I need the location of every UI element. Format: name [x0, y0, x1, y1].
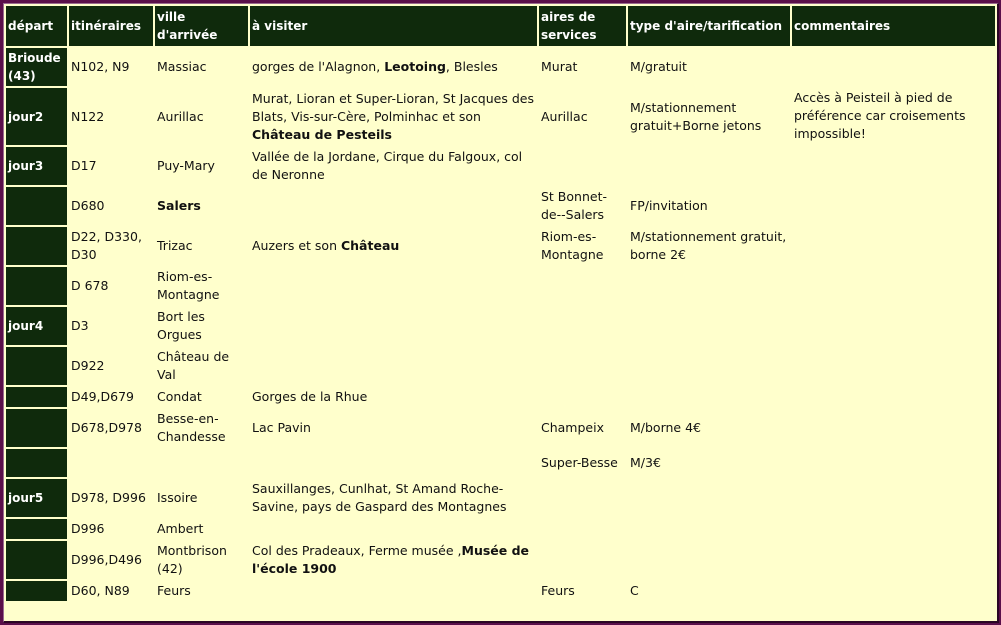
- cell-type-aire: M/gratuit: [628, 48, 790, 86]
- cell-ville: Bort les Orgues: [155, 307, 248, 345]
- cell-type-aire: [628, 347, 790, 385]
- cell-type-aire: [628, 541, 790, 579]
- cell-a-visiter: [250, 347, 537, 385]
- cell-commentaires: [792, 187, 995, 225]
- cell-commentaires: [792, 581, 995, 601]
- cell-a-visiter: [250, 187, 537, 225]
- cell-type-aire: [628, 519, 790, 539]
- cell-ville: Condat: [155, 387, 248, 407]
- cell-a-visiter: [250, 581, 537, 601]
- cell-commentaires: [792, 479, 995, 517]
- table-row: [6, 48, 995, 86]
- visit-highlight: Leotoing: [384, 59, 446, 74]
- cell-aire-services: [539, 267, 626, 305]
- cell-depart: [6, 519, 67, 539]
- cell-itineraire: D49,D679: [69, 387, 153, 407]
- table-row: [6, 479, 995, 517]
- cell-itineraire: D680: [69, 187, 153, 225]
- visit-text: gorges de l'Alagnon,: [252, 59, 385, 74]
- cell-aire-services: [539, 147, 626, 185]
- cell-commentaires: [792, 387, 995, 407]
- cell-a-visiter: [250, 48, 537, 86]
- table-row: [6, 187, 995, 225]
- header-depart: départ: [6, 6, 67, 46]
- cell-aire-services: [539, 541, 626, 579]
- cell-commentaires: [792, 48, 995, 86]
- cell-depart: [6, 581, 67, 601]
- cell-depart: jour5: [6, 479, 67, 517]
- cell-a-visiter: [250, 267, 537, 305]
- cell-commentaires: [792, 267, 995, 305]
- cell-aire-services: [539, 307, 626, 345]
- page-frame: [3, 3, 999, 623]
- header-ville-arrivee: ville d'arrivée: [155, 6, 248, 46]
- cell-ville: Issoire: [155, 479, 248, 517]
- cell-itineraire: N122: [69, 88, 153, 145]
- cell-aire-services: St Bonnet-de--Salers: [539, 187, 626, 225]
- visit-highlight: Musée de l'école 1900: [252, 543, 530, 576]
- table-row: [6, 147, 995, 185]
- visit-text: Col des Pradeaux, Ferme musée ,: [252, 543, 462, 558]
- cell-itineraire: D3: [69, 307, 153, 345]
- cell-depart: [6, 227, 67, 265]
- table-row: [6, 307, 995, 345]
- visit-text: Lac Pavin: [252, 420, 311, 435]
- cell-commentaires: [792, 541, 995, 579]
- cell-depart: jour4: [6, 307, 67, 345]
- cell-depart: jour2: [6, 88, 67, 145]
- cell-ville: Puy-Mary: [155, 147, 248, 185]
- cell-type-aire: [628, 307, 790, 345]
- cell-aire-services: Riom-es-Montagne: [539, 227, 626, 265]
- cell-depart: [6, 187, 67, 225]
- cell-a-visiter: [250, 88, 537, 145]
- cell-a-visiter: [250, 147, 537, 185]
- cell-aire-services: Champeix: [539, 409, 626, 447]
- table-row: [6, 347, 995, 385]
- table-row: [6, 449, 995, 477]
- table-row: [6, 387, 995, 407]
- visit-text: Sauxillanges, Cunlhat, St Amand Roche-Savine, pays de Gaspard des Montagnes: [252, 481, 507, 514]
- cell-commentaires: [792, 347, 995, 385]
- header-row: [6, 6, 995, 46]
- cell-aire-services: Murat: [539, 48, 626, 86]
- cell-itineraire: D922: [69, 347, 153, 385]
- cell-depart: jour3: [6, 147, 67, 185]
- cell-itineraire: D678,D978: [69, 409, 153, 447]
- cell-commentaires: [792, 147, 995, 185]
- cell-ville: Besse-en-Chandesse: [155, 409, 248, 447]
- cell-itineraire: D60, N89: [69, 581, 153, 601]
- cell-ville: Montbrison (42): [155, 541, 248, 579]
- cell-itineraire: D17: [69, 147, 153, 185]
- table-row: [6, 541, 995, 579]
- cell-ville: Trizac: [155, 227, 248, 265]
- cell-ville: Riom-es-Montagne: [155, 267, 248, 305]
- visit-highlight: Château: [340, 238, 400, 253]
- visit-text: Murat, Lioran et Super-Lioran, St Jacques des Blats, Vis-sur-Cère, Polminhac et son: [252, 90, 534, 124]
- cell-type-aire: M/borne 4€: [628, 409, 790, 447]
- cell-commentaires: [792, 227, 995, 265]
- header-aires-services: aires de services: [539, 6, 626, 46]
- cell-commentaires: [792, 449, 995, 477]
- cell-depart: [6, 449, 67, 477]
- cell-type-aire: [628, 267, 790, 305]
- header-a-visiter: à visiter: [250, 6, 537, 46]
- cell-type-aire: [628, 387, 790, 407]
- cell-ville: [155, 449, 248, 477]
- cell-type-aire: M/stationnement gratuit+Borne jetons: [628, 88, 790, 145]
- cell-commentaires: [792, 409, 995, 447]
- cell-ville: Massiac: [155, 48, 248, 86]
- cell-ville: Ambert: [155, 519, 248, 539]
- table-row: [6, 267, 995, 305]
- cell-commentaires: [792, 307, 995, 345]
- cell-aire-services: Super-Besse: [539, 449, 626, 477]
- cell-ville: Salers: [155, 187, 248, 225]
- itinerary-table: [4, 4, 997, 603]
- cell-ville: Château de Val: [155, 347, 248, 385]
- cell-depart: [6, 541, 67, 579]
- cell-a-visiter: [250, 307, 537, 345]
- visit-highlight: Château de Pesteils: [252, 126, 392, 142]
- cell-type-aire: M/3€: [628, 449, 790, 477]
- cell-itineraire: D 678: [69, 267, 153, 305]
- cell-type-aire: [628, 147, 790, 185]
- header-commentaires: commentaires: [792, 6, 995, 46]
- cell-a-visiter: [250, 387, 537, 407]
- cell-aire-services: Aurillac: [539, 88, 626, 145]
- cell-aire-services: Feurs: [539, 581, 626, 601]
- cell-itineraire: D996,D496: [69, 541, 153, 579]
- cell-type-aire: FP/invitation: [628, 187, 790, 225]
- cell-a-visiter: [250, 479, 537, 517]
- table-row: [6, 409, 995, 447]
- cell-type-aire: M/stationnement gratuit, borne 2€: [628, 227, 790, 265]
- cell-aire-services: [539, 347, 626, 385]
- cell-ville: Aurillac: [155, 88, 248, 145]
- visit-text: Vallée de la Jordane, Cirque du Falgoux, col de Neronne: [252, 149, 523, 182]
- cell-itineraire: D996: [69, 519, 153, 539]
- cell-a-visiter: [250, 409, 537, 447]
- cell-type-aire: C: [628, 581, 790, 601]
- cell-commentaires: [792, 519, 995, 539]
- cell-depart: [6, 387, 67, 407]
- cell-a-visiter: [250, 541, 537, 579]
- header-itineraires: itinéraires: [69, 6, 153, 46]
- cell-depart: [6, 267, 67, 305]
- visit-text: Gorges de la Rhue: [252, 389, 368, 404]
- cell-a-visiter: [250, 227, 537, 265]
- table-row: [6, 227, 995, 265]
- cell-depart: [6, 409, 67, 447]
- header-type-aire: type d'aire/tarification: [628, 6, 790, 46]
- cell-type-aire: [628, 479, 790, 517]
- visit-text-end: , Blesles: [445, 59, 498, 74]
- visit-text: Auzers et son: [252, 238, 341, 253]
- cell-a-visiter: [250, 519, 537, 539]
- cell-aire-services: [539, 387, 626, 407]
- table-body: [6, 48, 995, 601]
- cell-itineraire: N102, N9: [69, 48, 153, 86]
- table-row: [6, 519, 995, 539]
- cell-itineraire: D978, D996: [69, 479, 153, 517]
- cell-commentaires: Accès à Peisteil à pied de préférence car croisements impossible!: [792, 88, 995, 145]
- cell-aire-services: [539, 479, 626, 517]
- cell-depart: Brioude (43): [6, 48, 67, 86]
- cell-itineraire: [69, 449, 153, 477]
- cell-depart: [6, 347, 67, 385]
- cell-itineraire: D22, D330, D30: [69, 227, 153, 265]
- table-row: [6, 581, 995, 601]
- cell-ville: Feurs: [155, 581, 248, 601]
- cell-aire-services: [539, 519, 626, 539]
- table-row: [6, 88, 995, 145]
- cell-a-visiter: [250, 449, 537, 477]
